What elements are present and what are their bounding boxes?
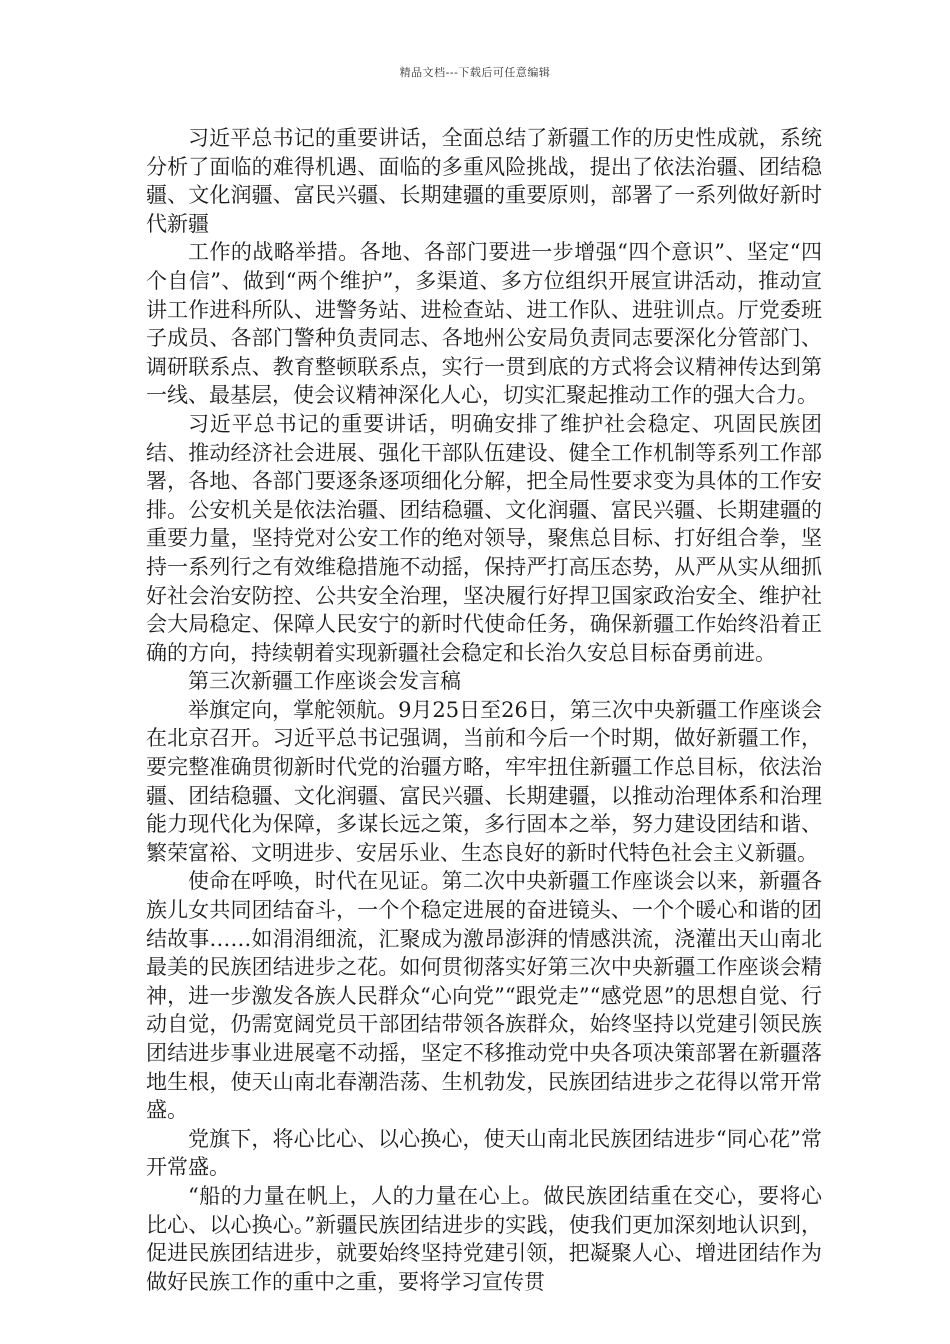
paragraph-7: 党旗下，将心比心、以心换心，使天山南北民族团结进步“同心花”常开常盛。 bbox=[146, 1126, 822, 1180]
paragraph-5: 举旗定向，掌舵领航。9月25日至26日，第三次中央新疆工作座谈会在北京召开。习近平总书记强调，当前和今后一个时期，做好新疆工作，要完整准确贯彻新时代党的治疆方略，牢牢扭住新疆工作总目标，依法治疆、团结稳疆、文化润疆、富民兴疆、长期建疆，以推动治理体系和治理能力现代化为保障，多谋长远之策，多行固本之举，努力建设团结和谐、繁荣富裕、文明进步、安居乐业、生态良好的新时代特色社会主义新疆。 bbox=[146, 697, 822, 865]
paragraph-2: 工作的战略举措。各地、各部门要进一步增强“四个意识”、坚定“四个自信”、做到“两个维护”，多渠道、多方位组织开展宣讲活动，推动宣讲工作进科所队、进警务站、进检查站、进工作队、进驻训点。厅党委班子成员、各部门警种负责同志、各地州公安局负责同志要深化分管部门、调研联系点、教育整顿联系点，实行一贯到底的方式将会议精神传达到第一线、最基层，使会议精神深化人心，切实汇聚起推动工作的强大合力。 bbox=[146, 240, 822, 408]
document-body bbox=[146, 124, 822, 1296]
section-title: 第三次新疆工作座谈会发言稿 bbox=[188, 669, 461, 694]
page-header: 精品文档---下载后可任意编辑 bbox=[399, 66, 551, 79]
paragraph-8: “船的力量在帆上，人的力量在心上。做民族团结重在交心，要将心比心、以心换心。”新疆民族团结进步的实践，使我们更加深刻地认识到，促进民族团结进步，就要始终坚持党建引领，把凝聚人心、增进团结作为做好民族工作的重中之重，要将学习宣传贯 bbox=[146, 1183, 822, 1294]
paragraph-1: 习近平总书记的重要讲话，全面总结了新疆工作的历史性成就，系统分析了面临的难得机遇、面临的多重风险挑战，提出了依法治疆、团结稳疆、文化润疆、富民兴疆、长期建疆的重要原则，部署了一系列做好新时代新疆 bbox=[146, 126, 822, 236]
paragraph-6: 使命在呼唤，时代在见证。第二次中央新疆工作座谈会以来，新疆各族儿女共同团结奋斗，一个个稳定进展的奋进镜头、一个个暖心和谐的团结故事……如涓涓细流，汇聚成为激昂澎湃的情感洪流，浇灌出天山南北最美的民族团结进步之花。如何贯彻落实好第三次中央新疆工作座谈会精神，进一步激发各族人民群众“心向党”“跟党走”“感党恩”的思想自觉、行动自觉，仍需宽阔党员干部团结带领各族群众，始终坚持以党建引领民族团结进步事业进展毫不动摇，坚定不移推动党中央各项决策部署在新疆落地生根，使天山南北春潮浩荡、生机勃发，民族团结进步之花得以常开常盛。 bbox=[146, 869, 822, 1123]
paragraph-3: 习近平总书记的重要讲话，明确安排了维护社会稳定、巩固民族团结、推动经济社会进展、强化干部队伍建设、健全工作机制等系列工作部署，各地、各部门要逐条逐项细化分解，把全局性要求变为具体的工作安排。公安机关是依法治疆、团结稳疆、文化润疆、富民兴疆、长期建疆的重要力量，坚持党对公安工作的绝对领导，聚焦总目标、打好组合拳，坚持一系列行之有效维稳措施不动摇，保持严打高压态势，从严从实从细抓好社会治安防控、公共安全治理，坚决履行好捍卫国家政治安全、维护社会大局稳定、保障人民安宁的新时代使命任务，确保新疆工作始终沿着正确的方向，持续朝着实现新疆社会稳定和长治久安总目标奋勇前进。 bbox=[146, 411, 822, 665]
